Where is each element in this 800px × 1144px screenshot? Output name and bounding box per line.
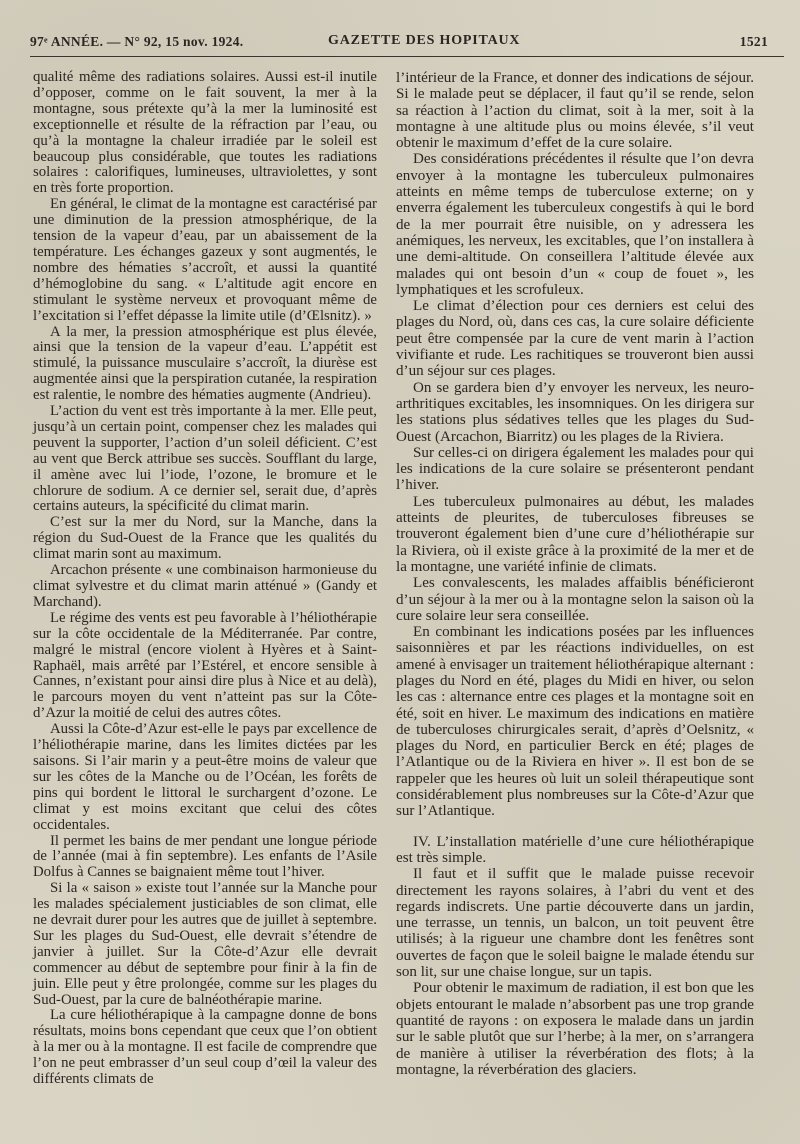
- paragraph: Aussi la Côte-d’Azur est-elle le pays par excellence de l’héliothérapie marine, dans les limites dictées par les saisons. Si l’air marin y a peut-être moins de valeur que sur les côtes de la Manche ou de l’Océan, les forêts de pins qui bordent le littoral le surchargent d’ozone. Le climat y est moins excitant que celui des côtes occidentales.: [33, 721, 377, 833]
- page-header: [30, 30, 776, 56]
- paragraph: Le régime des vents est peu favorable à l’héliothérapie sur la côte occidentale de la Méditerranée. Par contre, malgré le mistral (encore violent à Hyères et à Saint-Raphaël, mais arrêté par l’Estérel, et encore sensible à Cannes, n’existant pour ainsi dire plus à Nice et au delà), le parcours moyen du vent n’atteint pas sur la Côte-d’Azur la moitié de celui des autres côtes.: [33, 609, 377, 722]
- paragraph: Des considérations précédentes il résulte que l’on devra envoyer à la montagne les tuberculeux pulmonaires atteints en même temps de tuberculose externe; on y enverra également les tuberculeux congestifs à qui le bord de la mer pourrait être nuisible, on y adressera les anémiques, les nerveux, les excitables, que l’on installera à une demi-altitude. On conseillera l’altitude élevée aux malades qui ont besoin d’un « coup de fouet », les lymphatiques et les scrofuleux.: [396, 151, 754, 298]
- paragraph: En combinant les indications posées par les influences saisonnières et par les réactions individuelles, on est amené à envisager un traitement héliothérapique alternant : plages du Nord en été, plages du Midi en hiver, ou selon les cas : alternance entre ces plages et la montagne soit en été, soit en hiver. Le maximum des indications en matière de tuberculoses chirurgicales serait, d’après d’Oelsnitz, « plages du Nord, en particulier Berck en été; plages de l’Atlantique ou de la Riviera en hiver ». Il est bon de se rappeler que les heures où luit un soleil thérapeutique sont considérablement plus nombreuses sur la Côte-d’Azur que sur l’Atlantique.: [396, 624, 754, 820]
- paragraph: C’est sur la mer du Nord, sur la Manche, dans la région du Sud-Ouest de la France que les qualités du climat marin sont au maximum.: [33, 514, 377, 563]
- section-heading: IV. L’installation matérielle d’une cure héliothérapique est très simple.: [396, 833, 754, 866]
- paragraph: Les tuberculeux pulmonaires au début, les malades atteints de pleurites, de tuberculoses fibreuses se trouveront également bien d’une cure d’héliothérapie sur la Riviera, où il existe grâce à la proximité de la mer et de la montagne, une variété infinie de climats.: [396, 493, 754, 575]
- paragraph: Le climat d’élection pour ces derniers est celui des plages du Nord, où, dans ces cas, la cure solaire déficiente peut être compensée par la cure de vent marin à l’action vivifiante et rude. Les rachitiques se trouveront bien aussi d’un séjour sur ces plages.: [396, 298, 754, 380]
- paragraph: L’action du vent est très importante à la mer. Elle peut, jusqu’à un certain point, compenser chez les malades qui peuvent la supporter, l’action d’un soleil déficient. C’est au vent que Berck attribue ses succès. Soufflant du large, il amène avec lui l’iode, l’ozone, le bromure et le chlorure de sodium. A ce dernier sel, serait due, d’après certains auteurs, la spécificité du climat marin.: [33, 403, 377, 515]
- paragraph: Arcachon présente « une combinaison harmonieuse du climat sylvestre et du climat marin atténué » (Gandy et Marchand).: [33, 562, 377, 610]
- page-number: 1521: [739, 34, 768, 49]
- paragraph: Si la « saison » existe tout l’année sur la Manche pour les malades spécialement justiciables de son climat, elle ne devrait durer pour les autres que de juillet à septembre. Sur les plages du Sud-Ouest, elle devrait s’étendre de janvier à juillet. Sur la Côte-d’Azur elle devrait commencer au début de septembre pour finir à la fin de juin. Elle peut y être prolongée, comme sur les plages du Sud-Ouest, par la cure de balnéothérapie marine.: [33, 880, 377, 1008]
- publication-title: GAZETTE DES HOPITAUX: [328, 33, 521, 48]
- left-column: [33, 70, 377, 1088]
- right-column: [396, 70, 754, 1078]
- issue-info: 97ᵉ ANNÉE. — N° 92, 15 nov. 1924.: [30, 34, 244, 49]
- paragraph: Il faut et il suffit que le malade puisse recevoir directement les rayons solaires, à l’abri du vent et des regards indiscrets. Une partie découverte dans un jardin, une terrasse, un tennis, un balcon, un toit peuvent être utilisés; à la rigueur une chambre dont les fenêtres sont ouvertes de façon que le soleil baigne le malade étendu sur son lit, sur une chaise longue, sur un tapis.: [396, 866, 754, 981]
- paragraph: En général, le climat de la montagne est caractérisé par une diminution de la pression atmosphérique, de la tension de la vapeur d’eau, par un abaissement de la température. Les échanges gazeux y sont augmentés, le nombre des hématies s’accroît, et aussi la quantité d’hémoglobine du sang. « L’altitude agit encore en stimulant le système nerveux et provoquant même de l’excitation si l’effet dépasse la limite utile (d’Œlsnitz). »: [33, 196, 377, 324]
- paragraph: l’intérieur de la France, et donner des indications de séjour. Si le malade peut se déplacer, il faut qu’il se rende, selon sa réaction à l’action du climat, soit à la mer, soit à la montagne à une altitude plus ou moins élevée, s’il veut obtenir le maximum d’effet de la cure solaire.: [396, 70, 754, 152]
- paragraph: Les convalescents, les malades affaiblis bénéficieront d’un séjour à la mer ou à la montagne selon la saison où la cure solaire leur sera conseillée.: [396, 575, 754, 624]
- paragraph: Sur celles-ci on dirigera également les malades pour qui les indications de la cure solaire se présenteront pendant l’hiver.: [396, 444, 754, 494]
- paragraph: qualité même des radiations solaires. Aussi est-il inutile d’opposer, comme on le fait souvent, la mer à la montagne, sous prétexte qu’à la mer la luminosité est exceptionnelle et résulte de la réfraction par l’eau, ou qu’à la montagne la chaleur irradiée par le soleil est beaucoup plus considérable, que toutes les radiations solaires : calorifiques, lumineuses, ultraviolettes, y sont en très forte proportion.: [33, 69, 377, 197]
- paragraph: Pour obtenir le maximum de radiation, il est bon que les objets entourant le malade n’absorbent pas une trop grande quantité de rayons : on exposera le malade dans un jardin sur le sable plutôt que sur l’herbe; à la mer, on s’arrangera de manière à utiliser la réverbération des flots; à la montagne, la réverbération des glaciers.: [396, 980, 754, 1078]
- paragraph: La cure héliothérapique à la campagne donne de bons résultats, moins bons cependant que ceux que l’on obtient à la mer ou à la montagne. Il est facile de comprendre que l’on ne peut embrasser d’un seul coup d’œil la valeur des différents climats de: [33, 1007, 377, 1088]
- paragraph: On se gardera bien d’y envoyer les nerveux, les neuro-arthritiques excitables, les insomniques. On les dirigera sur les stations plus sédatives telles que les plages du Sud-Ouest (Arcachon, Biarritz) ou les plages de la Riviera.: [396, 379, 754, 445]
- paragraph: Il permet les bains de mer pendant une longue période de l’année (mai à fin septembre). Les enfants de l’Asile Dolfus à Cannes se baignaient même tout l’hiver.: [33, 832, 377, 881]
- header-rule: [30, 56, 784, 57]
- paragraph: A la mer, la pression atmosphérique est plus élevée, ainsi que la tension de la vapeur d’eau. L’appétit est stimulé, la puissance musculaire s’accroît, la diurèse est augmentée ainsi que la perspiration cutanée, la respiration est ralentie, le nombre des hématies augmente (Andrieu).: [33, 323, 377, 404]
